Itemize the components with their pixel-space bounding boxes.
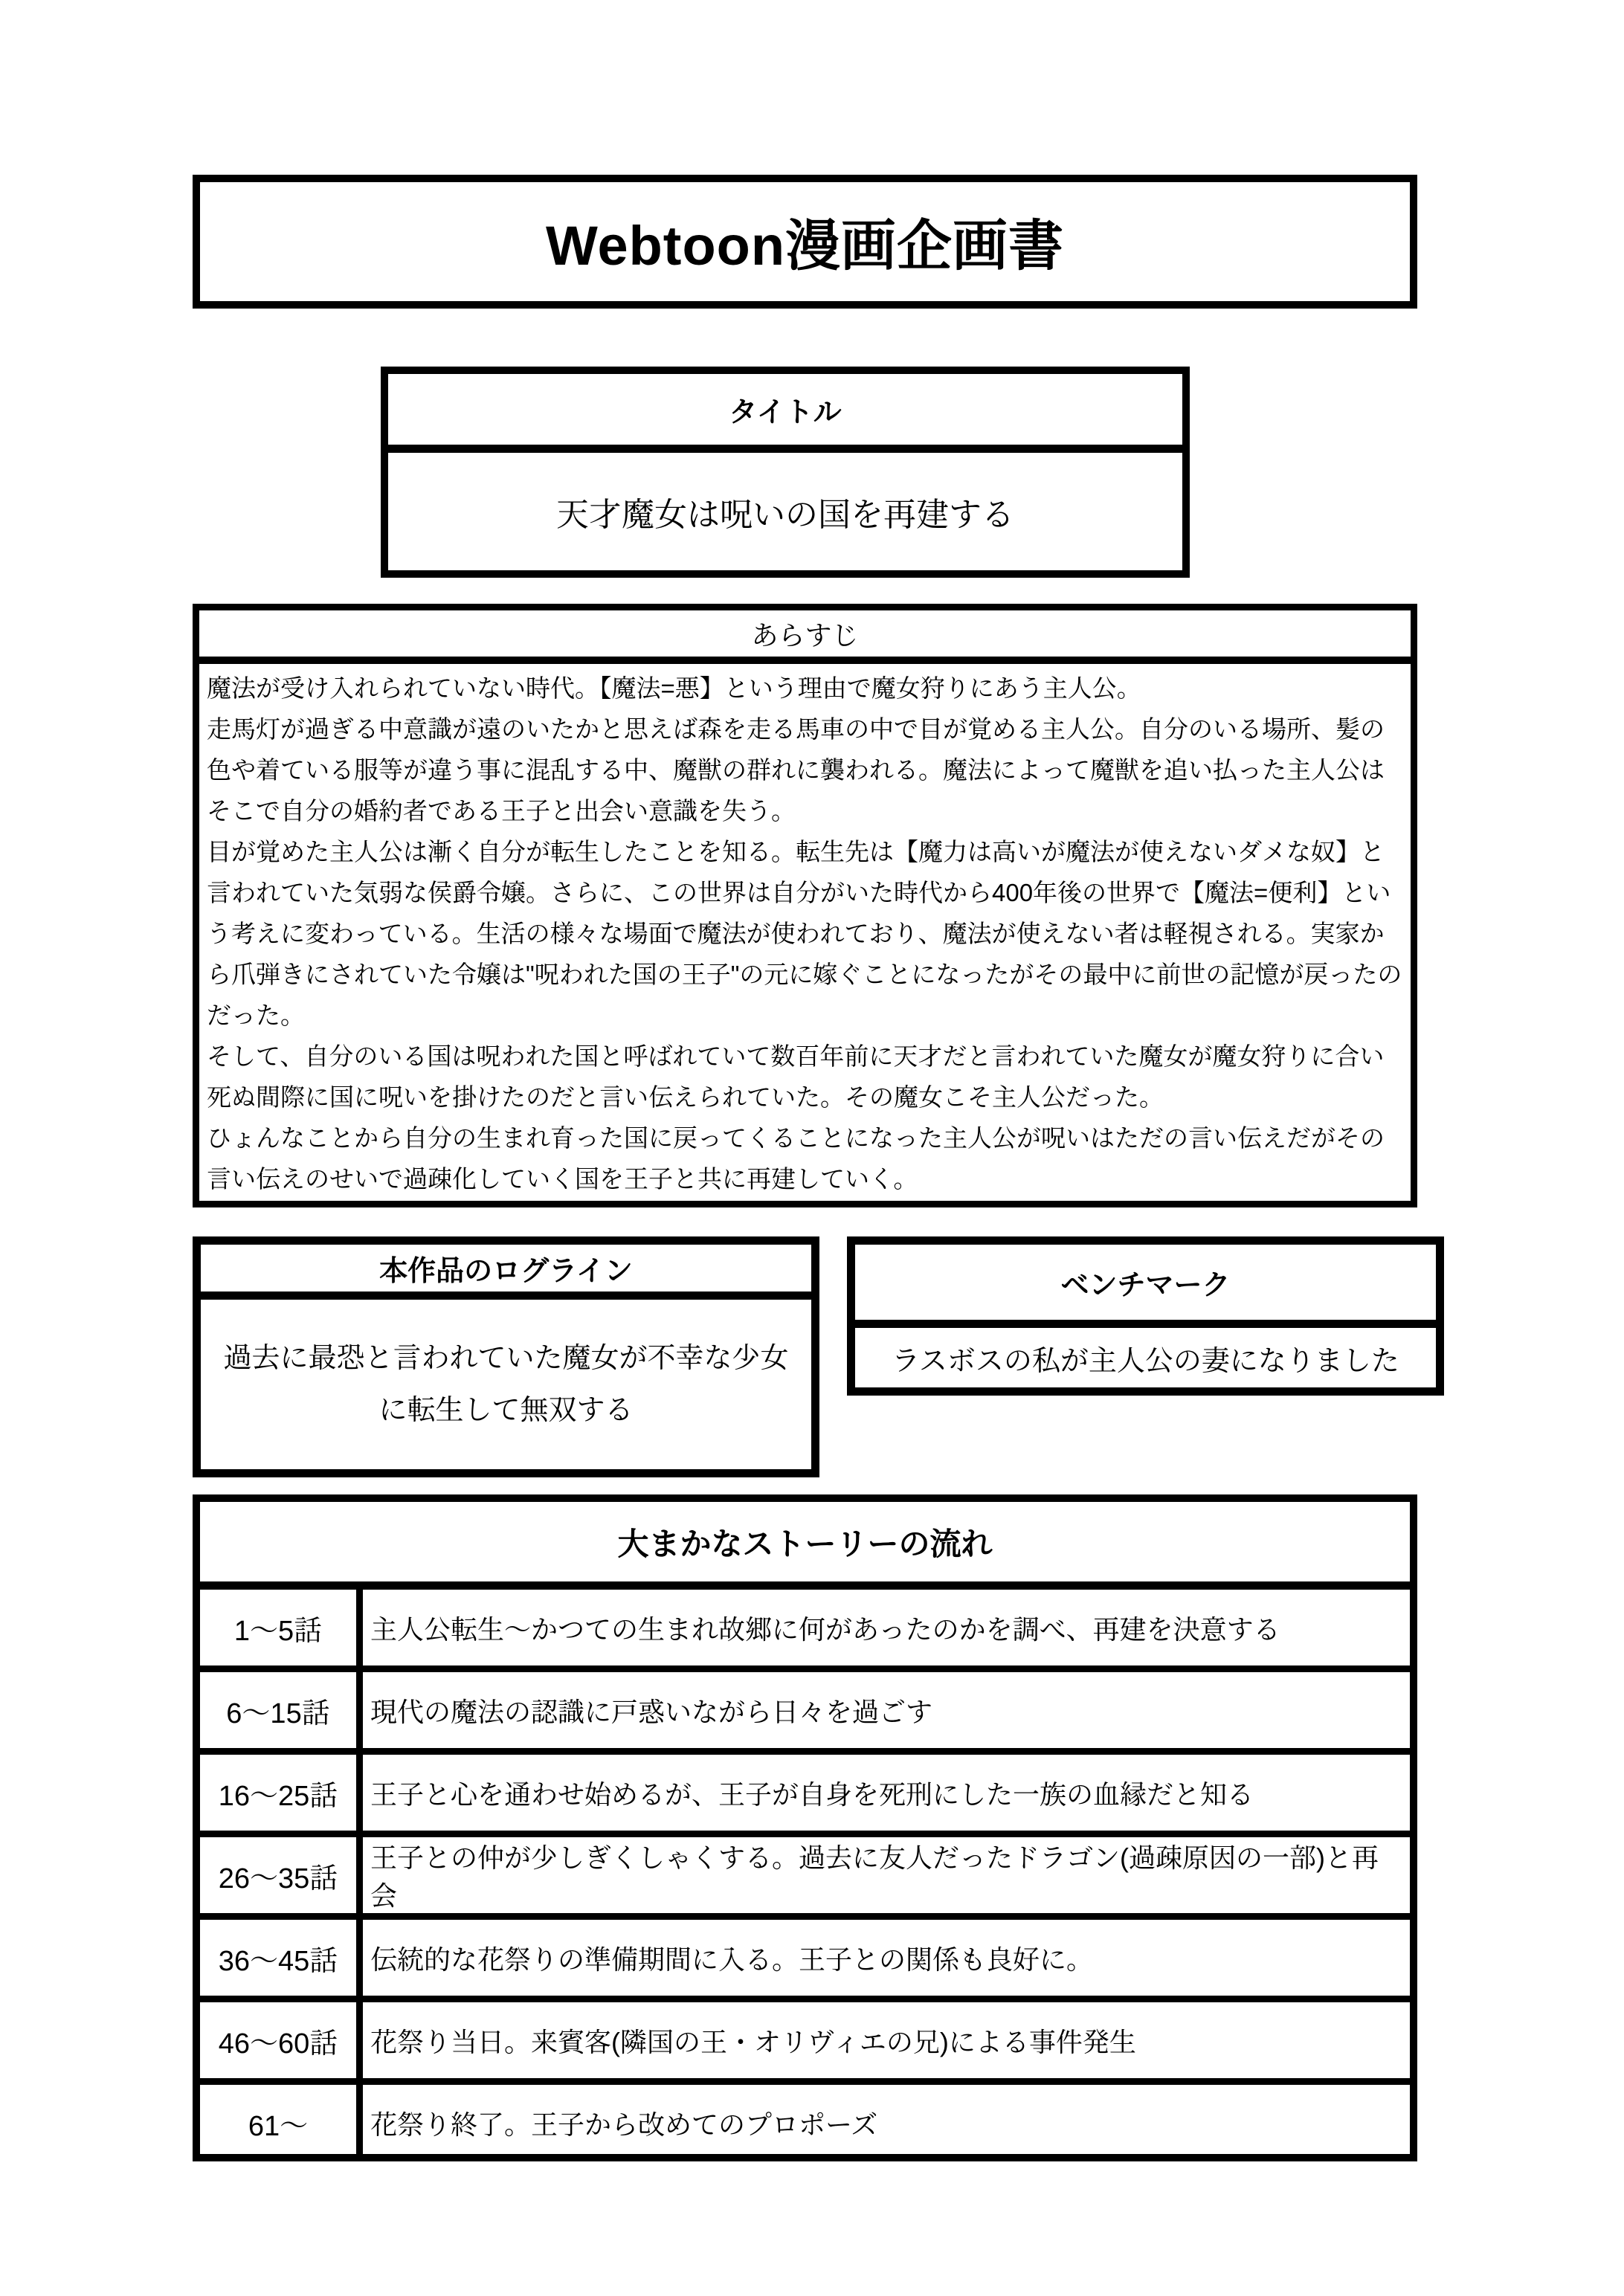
benchmark-header: ベンチマーク [855,1245,1436,1328]
benchmark-box [847,1236,1444,1396]
logline-header: 本作品のログライン [201,1245,811,1300]
synopsis-header: あらすじ [199,610,1411,664]
episode-range-cell: 6〜15話 [200,1672,363,1748]
story-flow-table [193,1494,1417,2161]
episode-summary-cell: 主人公転生〜かつての生まれ故郷に何があったのかを調べ、再建を決意する [370,1613,1280,1645]
episode-range-cell: 16〜25話 [200,1755,363,1831]
synopsis-paragraph: そして、自分のいる国は呪われた国と呼ばれていて数百年前に天才だと言われていた魔女が魔女狩りに合い死ぬ間際に国に呪いを掛けたのだと言い伝えられていた。その魔女こそ主人公だった。 [207,1042,1385,1111]
table-row [200,1996,1410,2078]
episode-summary-cell: 王子との仲が少しぎくしゃくする。過去に友人だったドラゴン(過疎原因の一部)と再会 [370,1842,1379,1911]
table-row [200,2078,1410,2161]
title-section-header: タイトル [388,374,1182,453]
episode-range-cell: 26〜35話 [200,1837,363,1913]
title-section-value: 天才魔女は呪いの国を再建する [556,497,1014,533]
document-title-box [193,175,1417,309]
synopsis-box [193,604,1417,1207]
table-row [200,1590,1410,1665]
synopsis-paragraph: 走馬灯が過ぎる中意識が遠のいたかと思えば森を走る馬車の中で目が覚める主人公。自分のいる場所、髪の色や着ている服等が違う事に混乱する中、魔獣の群れに襲われる。魔法によって魔獣を追い払った主人公はそこで自分の婚約者である王子と出会い意識を失う。 [207,715,1385,825]
synopsis-paragraph: 魔法が受け入れられていない時代。【魔法=悪】という理由で魔女狩りにあう主人公。 [207,674,1141,702]
synopsis-paragraph: 目が覚めた主人公は漸く自分が転生したことを知る。転生先は【魔力は高いが魔法が使えないダメな奴】と言われていた気弱な侯爵令嬢。さらに、この世界は自分がいた時代から400年後の世界で【魔法=便利】という考えに変わっている。生活の様々な場面で魔法が使われており、魔法が使えない者は軽視される。実家から爪弾きにされていた令嬢は"呪われた国の王子"の元に嫁ぐことになったがその最中に前世の記憶が戻ったのだった。 [207,838,1402,1029]
story-flow-header: 大まかなストーリーの流れ [200,1502,1410,1590]
episode-summary-cell: 花祭り当日。来賓客(隣国の王・オリヴィエの兄)による事件発生 [370,2026,1136,2057]
table-row [200,1665,1410,1748]
synopsis-paragraph: ひょんなことから自分の生まれ育った国に戻ってくることになった主人公が呪いはただの言い伝えだがその言い伝えのせいで過疎化していく国を王子と共に再建していく。 [207,1124,1385,1193]
benchmark-value: ラスボスの私が主人公の妻になりました [892,1345,1399,1377]
table-row [200,1831,1410,1913]
synopsis-body [199,664,1411,1201]
episode-summary-cell: 現代の魔法の認識に戸惑いながら日々を過ごす [370,1696,933,1727]
logline-box [193,1236,819,1477]
table-row [200,1748,1410,1831]
episode-range-cell: 36〜45話 [200,1920,363,1996]
episode-summary-cell: 王子と心を通わせ始めるが、王子が自身を死刑にした一族の血縁だと知る [370,1779,1254,1810]
table-row [200,1913,1410,1996]
episode-range-cell: 46〜60話 [200,2002,363,2078]
episode-range-cell: 1〜5話 [200,1590,363,1665]
episode-summary-cell: 伝統的な花祭りの準備期間に入る。王子との関係も良好に。 [370,1944,1094,1975]
story-flow-rows [200,1590,1410,2161]
episode-summary-cell: 花祭り終了。王子から改めてのプロポーズ [370,2109,878,2140]
document-title: Webtoon漫画企画書 [545,215,1065,277]
logline-value: 過去に最恐と言われていた魔女が不幸な少女に転生して無双する [223,1343,789,1426]
title-section-box [381,367,1190,578]
episode-range-cell: 61〜 [200,2085,363,2161]
